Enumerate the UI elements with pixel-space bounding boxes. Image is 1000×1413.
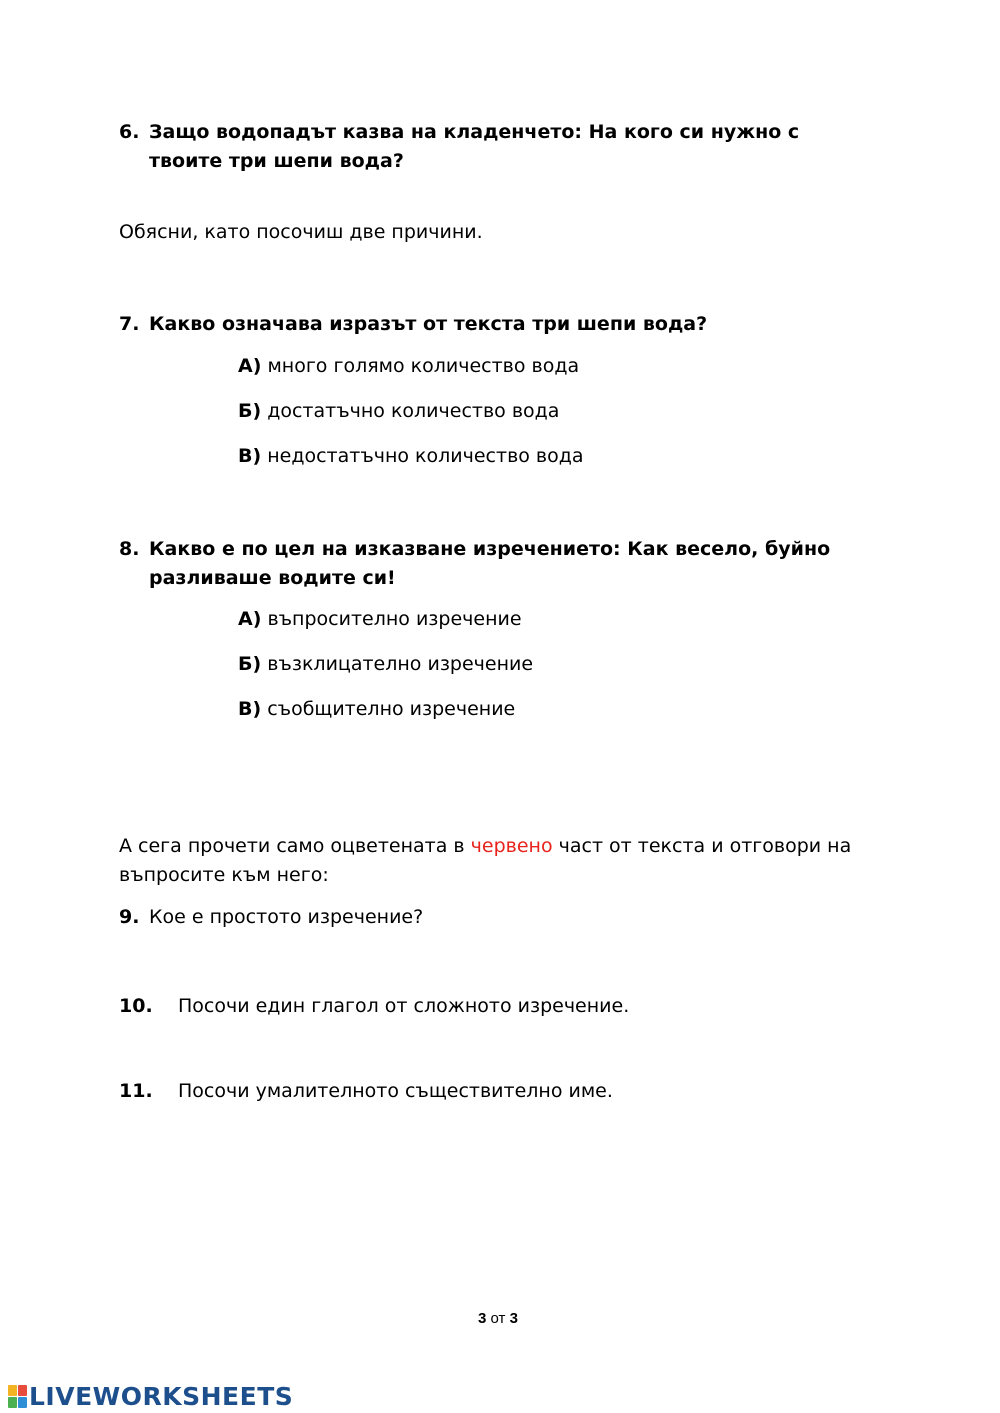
option-text: възклицателно изречение xyxy=(267,653,534,675)
question-7: 7. Какво означава изразът от текста три шепи вода? xyxy=(119,310,707,339)
question-7-option-a[interactable] xyxy=(238,355,579,377)
option-letter: А) xyxy=(238,355,262,377)
question-number: 8. xyxy=(119,538,140,560)
question-number: 10. xyxy=(119,995,153,1017)
option-text: много голямо количество вода xyxy=(267,355,580,377)
intro-line-2: въпросите към него: xyxy=(119,864,329,886)
question-text: Посочи един глагол от сложното изречение. xyxy=(178,995,630,1017)
question-8-line-2: разливаше водите си! xyxy=(149,567,396,589)
question-text: Кое е простото изречение? xyxy=(149,906,424,928)
option-letter: Б) xyxy=(238,400,262,422)
question-8 xyxy=(119,535,830,593)
logo-cubes-icon xyxy=(8,1385,27,1408)
question-11 xyxy=(119,1080,613,1102)
question-text: Посочи умалителното съществително име. xyxy=(178,1080,613,1102)
question-number: 11. xyxy=(119,1080,153,1102)
question-8-line-1: 8. Какво е по цел на изказване изречението: Как весело, буйно xyxy=(119,535,830,564)
question-8-option-b[interactable] xyxy=(238,653,533,675)
option-letter: В) xyxy=(238,698,262,720)
question-8-option-c[interactable] xyxy=(238,698,515,720)
page-number: 3 от 3 xyxy=(478,1310,518,1327)
question-9 xyxy=(119,906,423,928)
question-6-instruction: Обясни, като посочиш две причини. xyxy=(119,221,483,243)
option-text: съобщително изречение xyxy=(267,698,516,720)
liveworksheets-logo[interactable] xyxy=(8,1382,293,1411)
intro-line-1: А сега прочети само оцветената в червено част от текста и отговори на xyxy=(119,835,852,857)
question-6-line-1: 6. Защо водопадът казва на кладенчето: На кого си нужно с xyxy=(119,118,799,147)
question-6-line-2: твоите три шепи вода? xyxy=(149,150,404,172)
option-text: достатъчно количество вода xyxy=(267,400,560,422)
option-text: недостатъчно количество вода xyxy=(267,445,584,467)
option-letter: В) xyxy=(238,445,262,467)
intro-paragraph xyxy=(119,832,851,890)
question-8-option-a[interactable] xyxy=(238,608,522,630)
option-letter: А) xyxy=(238,608,262,630)
question-number: 6. xyxy=(119,121,140,143)
question-7-option-b[interactable] xyxy=(238,400,559,422)
highlight-word: червено xyxy=(470,835,553,857)
question-number: 9. xyxy=(119,906,140,928)
question-6 xyxy=(119,118,799,176)
option-text: въпросително изречение xyxy=(267,608,522,630)
logo-text: LIVEWORKSHEETS xyxy=(29,1382,294,1411)
question-number: 7. xyxy=(119,313,140,335)
question-7-option-c[interactable] xyxy=(238,445,584,467)
option-letter: Б) xyxy=(238,653,262,675)
question-10 xyxy=(119,995,629,1017)
